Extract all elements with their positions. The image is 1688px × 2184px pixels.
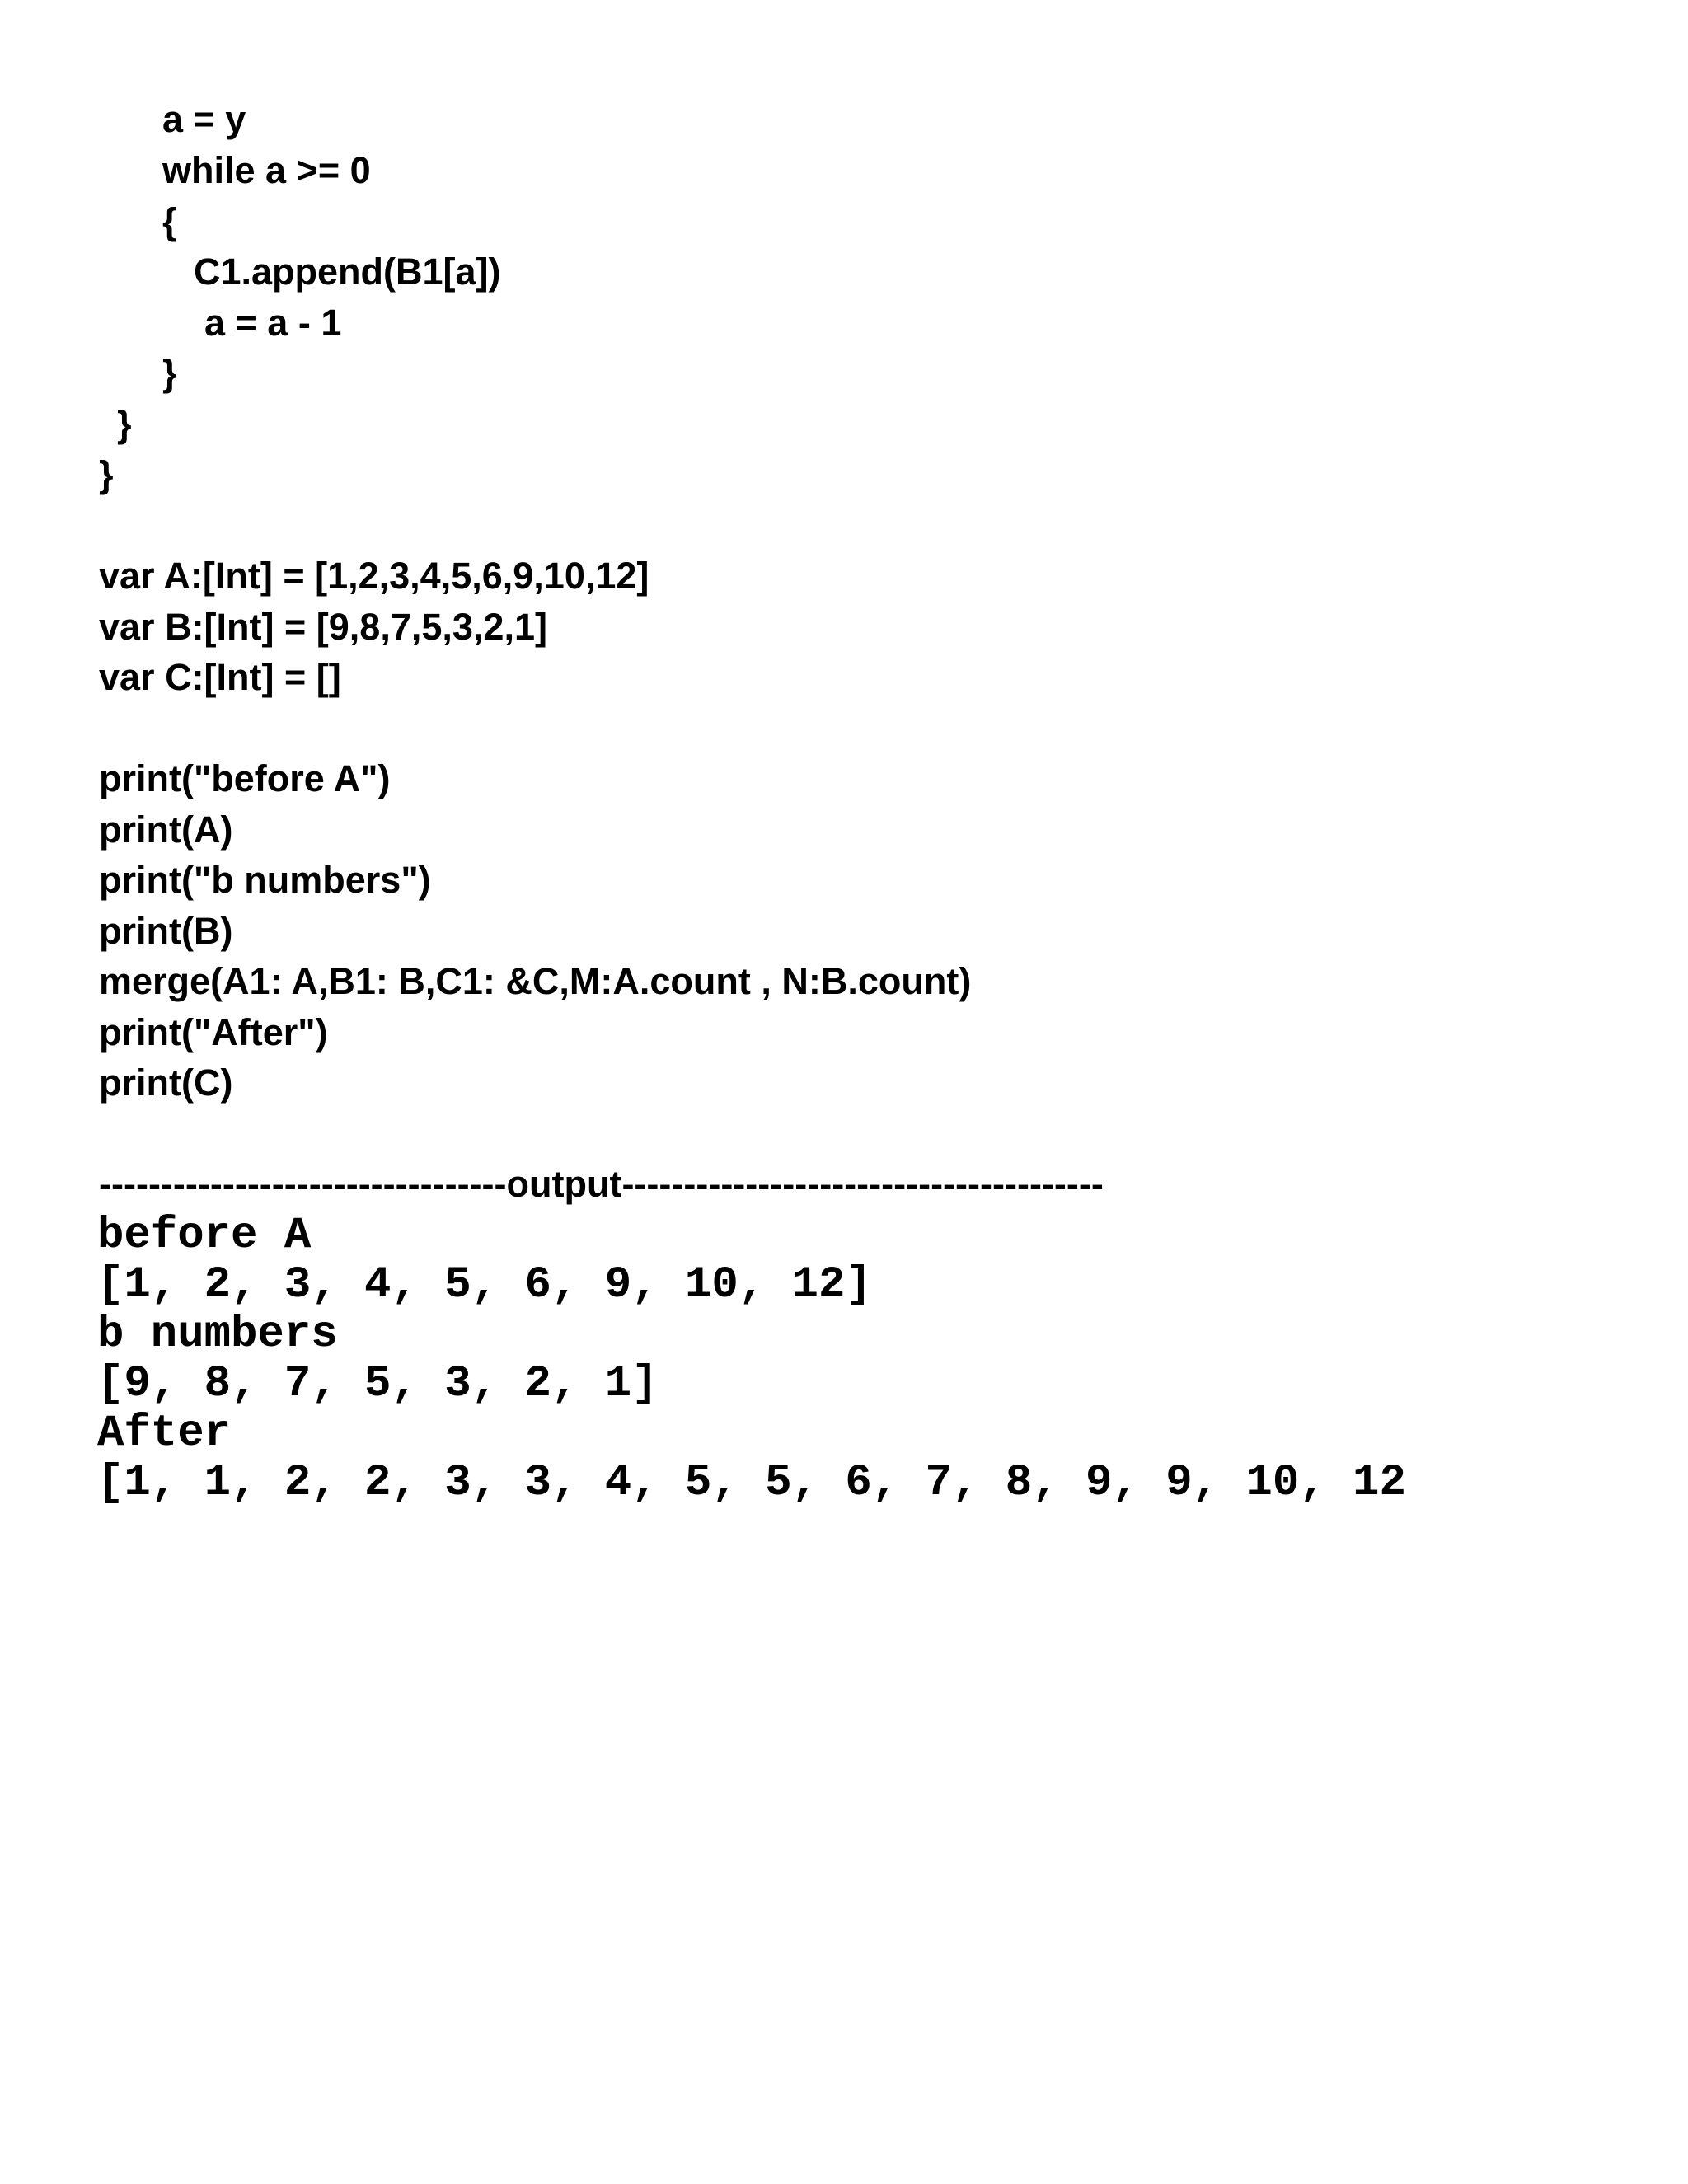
code-line: print("After") (99, 1011, 328, 1053)
code-line: C1.append(B1[a]) (194, 251, 501, 293)
output-line: After (97, 1408, 232, 1459)
code-line: } (99, 453, 114, 495)
code-line: } (117, 403, 132, 445)
output-line: [9, 8, 7, 5, 3, 2, 1] (97, 1359, 659, 1409)
output-line: b numbers (97, 1310, 338, 1360)
code-line: print(A) (99, 808, 233, 851)
output-line: [1, 1, 2, 2, 3, 3, 4, 5, 5, 6, 7, 8, 9, 9, 10, 12 (97, 1458, 1406, 1508)
output-divider: ---------------------------------output--------------------------------------- (99, 1163, 1104, 1205)
code-line: print("before A") (99, 757, 391, 799)
code-line: var B:[Int] = [9,8,7,5,3,2,1] (99, 606, 547, 648)
code-line: print(B) (99, 910, 233, 952)
code-line: while a >= 0 (162, 149, 371, 191)
code-line: var C:[Int] = [] (99, 656, 341, 698)
code-line: } (162, 352, 177, 394)
code-line: { (162, 200, 177, 242)
code-line: print("b numbers") (99, 859, 431, 901)
code-line: var A:[Int] = [1,2,3,4,5,6,9,10,12] (99, 555, 649, 597)
code-line: print(C) (99, 1062, 233, 1104)
code-line: merge(A1: A,B1: B,C1: &C,M:A.count , N:B.count) (99, 960, 972, 1002)
code-line: a = a - 1 (204, 302, 342, 344)
output-line: [1, 2, 3, 4, 5, 6, 9, 10, 12] (97, 1260, 872, 1310)
output-line: before A (97, 1211, 312, 1261)
code-line: a = y (162, 98, 246, 140)
